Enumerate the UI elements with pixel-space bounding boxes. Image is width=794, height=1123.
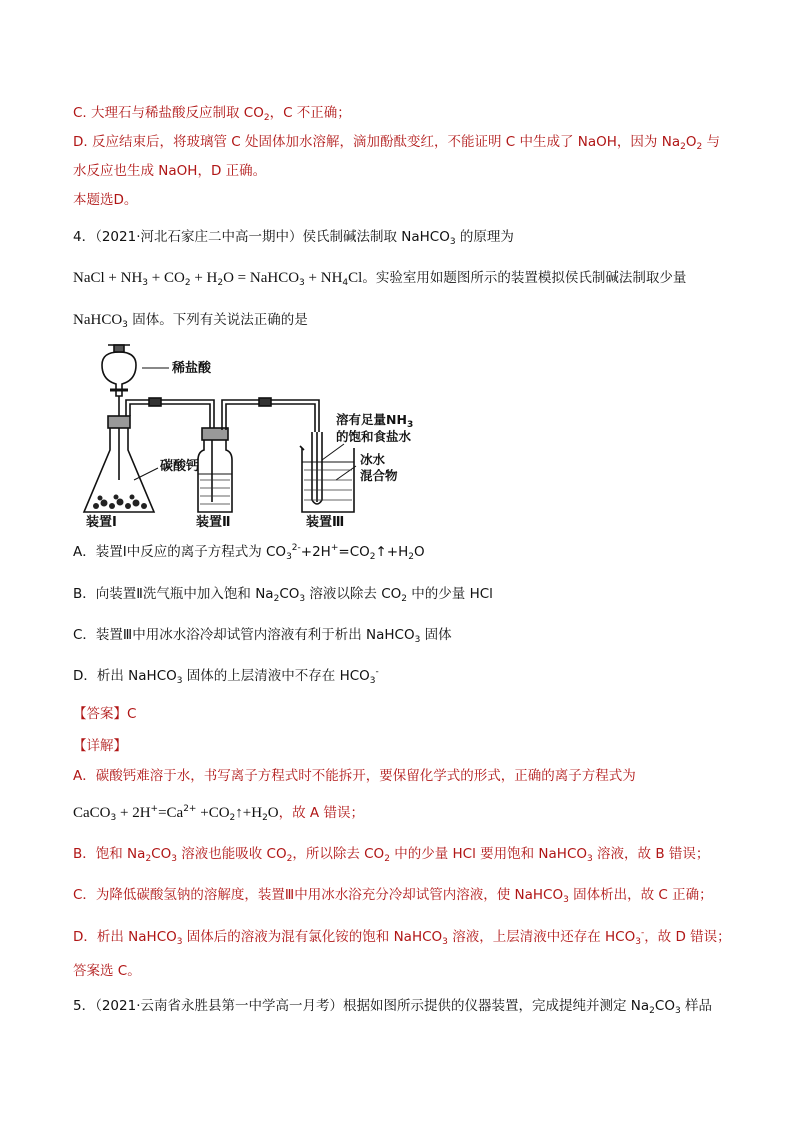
q4-answer: 【答案】C [73, 706, 137, 722]
q4-detail-heading: 【详解】 [73, 738, 127, 754]
prev-option-d-explanation: D. 反应结束后，将玻璃管 C 处固体加水溶解，滴加酚酞变红，不能证明 C 中生成了 NaOH，因为 $Na_2O_2$ 与 [73, 134, 721, 152]
q4-conclusion: 答案选 C。 [73, 963, 141, 979]
q4-option-d: D．析出 NaHCO$_3$ 固体的上层清液中不存在 $HCO_3^-$ [73, 667, 379, 686]
q4-explanation-a-equation: CaCO$_3$ + $2H^+=Ca^{2+}$ $+CO_2↑+H_2O$，故 A 错误； [73, 804, 364, 823]
q4-explanation-d: D．析出 NaHCO$_3$ 固体后的溶液为混有氯化铵的饱和 NaHCO$_3$ 溶液，上层清液中还存在 $HCO_3^-$，故 D 错误； [73, 928, 731, 947]
label-device-1: 装置Ⅰ [86, 515, 117, 530]
q4-equation: NaCl + $NH_3 + CO_2 + H_2O$ = NaHCO$_3$ + $NH_4Cl$。实验室用如题图所示的装置模拟侯氏制碱法制取少量 [73, 270, 687, 288]
q4-explanation-b: B．饱和 $Na_2CO_3$ 溶液也能吸收 $CO_2$，所以除去 $CO_2$ 中的少量 HCl 要用饱和 NaHCO$_3$ 溶液，故 B 错误； [73, 846, 710, 864]
q4-explanation-a: A．碳酸钙难溶于水，书写离子方程式时不能拆开，要保留化学式的形式，正确的离子方程式为 [73, 768, 636, 784]
label-device-3: 装置Ⅲ [306, 515, 345, 530]
q4-stem-cont: NaHCO$_3$ 固体。下列有关说法正确的是 [73, 312, 308, 330]
q4-stem: 4．（2021·河北石家庄二中高一期中）侯氏制碱法制取 NaHCO$_3$ 的原理为 [73, 229, 514, 247]
calcium-carbonate-solids [93, 495, 147, 510]
prev-option-c-explanation: C. 大理石与稀盐酸反应制取 $CO_2$，C 不正确； [73, 105, 351, 123]
prev-conclusion: 本题选D。 [73, 192, 138, 208]
label-ice-water-line1: 冰水 [360, 452, 386, 467]
wash-bottle-stopper [202, 428, 228, 440]
wash-bottle [198, 440, 232, 512]
label-calcium-carbonate: 碳酸钙 [160, 459, 200, 474]
q5-stem: 5．（2021·云南省永胜县第一中学高一月考）根据如图所示提供的仪器装置，完成提纯并测定 $Na_2CO_3$ 样品 [73, 998, 712, 1016]
label-dilute-hcl: 稀盐酸 [172, 361, 212, 376]
apparatus-figure [74, 340, 454, 530]
label-ice-water-line2: 混合物 [360, 468, 398, 483]
label-device-2: 装置Ⅱ [196, 515, 231, 530]
label-solution-line2: 的饱和食盐水 [336, 429, 412, 444]
label-solution-line1: 溶有足量$NH_3$ [336, 412, 414, 430]
q4-option-b: B．向装置Ⅱ洗气瓶中加入饱和 $Na_2CO_3$ 溶液以除去 $CO_2$ 中的少量 HCl [73, 586, 493, 604]
prev-option-d-explanation-cont: 水反应也生成 NaOH，D 正确。 [73, 163, 267, 179]
q4-explanation-c: C．为降低碳酸氢钠的溶解度，装置Ⅲ中用冰水浴充分冷却试管内溶液，使 NaHCO$_3$ 固体析出，故 C 正确； [73, 887, 713, 905]
flask-stopper [108, 416, 130, 428]
q4-option-c: C．装置Ⅲ中用冰水浴冷却试管内溶液有利于析出 NaHCO$_3$ 固体 [73, 627, 452, 645]
q4-option-a: A．装置Ⅰ中反应的离子方程式为 $CO_3^{2-}+2H^+=CO_2↑+H_2O$ [73, 543, 425, 562]
